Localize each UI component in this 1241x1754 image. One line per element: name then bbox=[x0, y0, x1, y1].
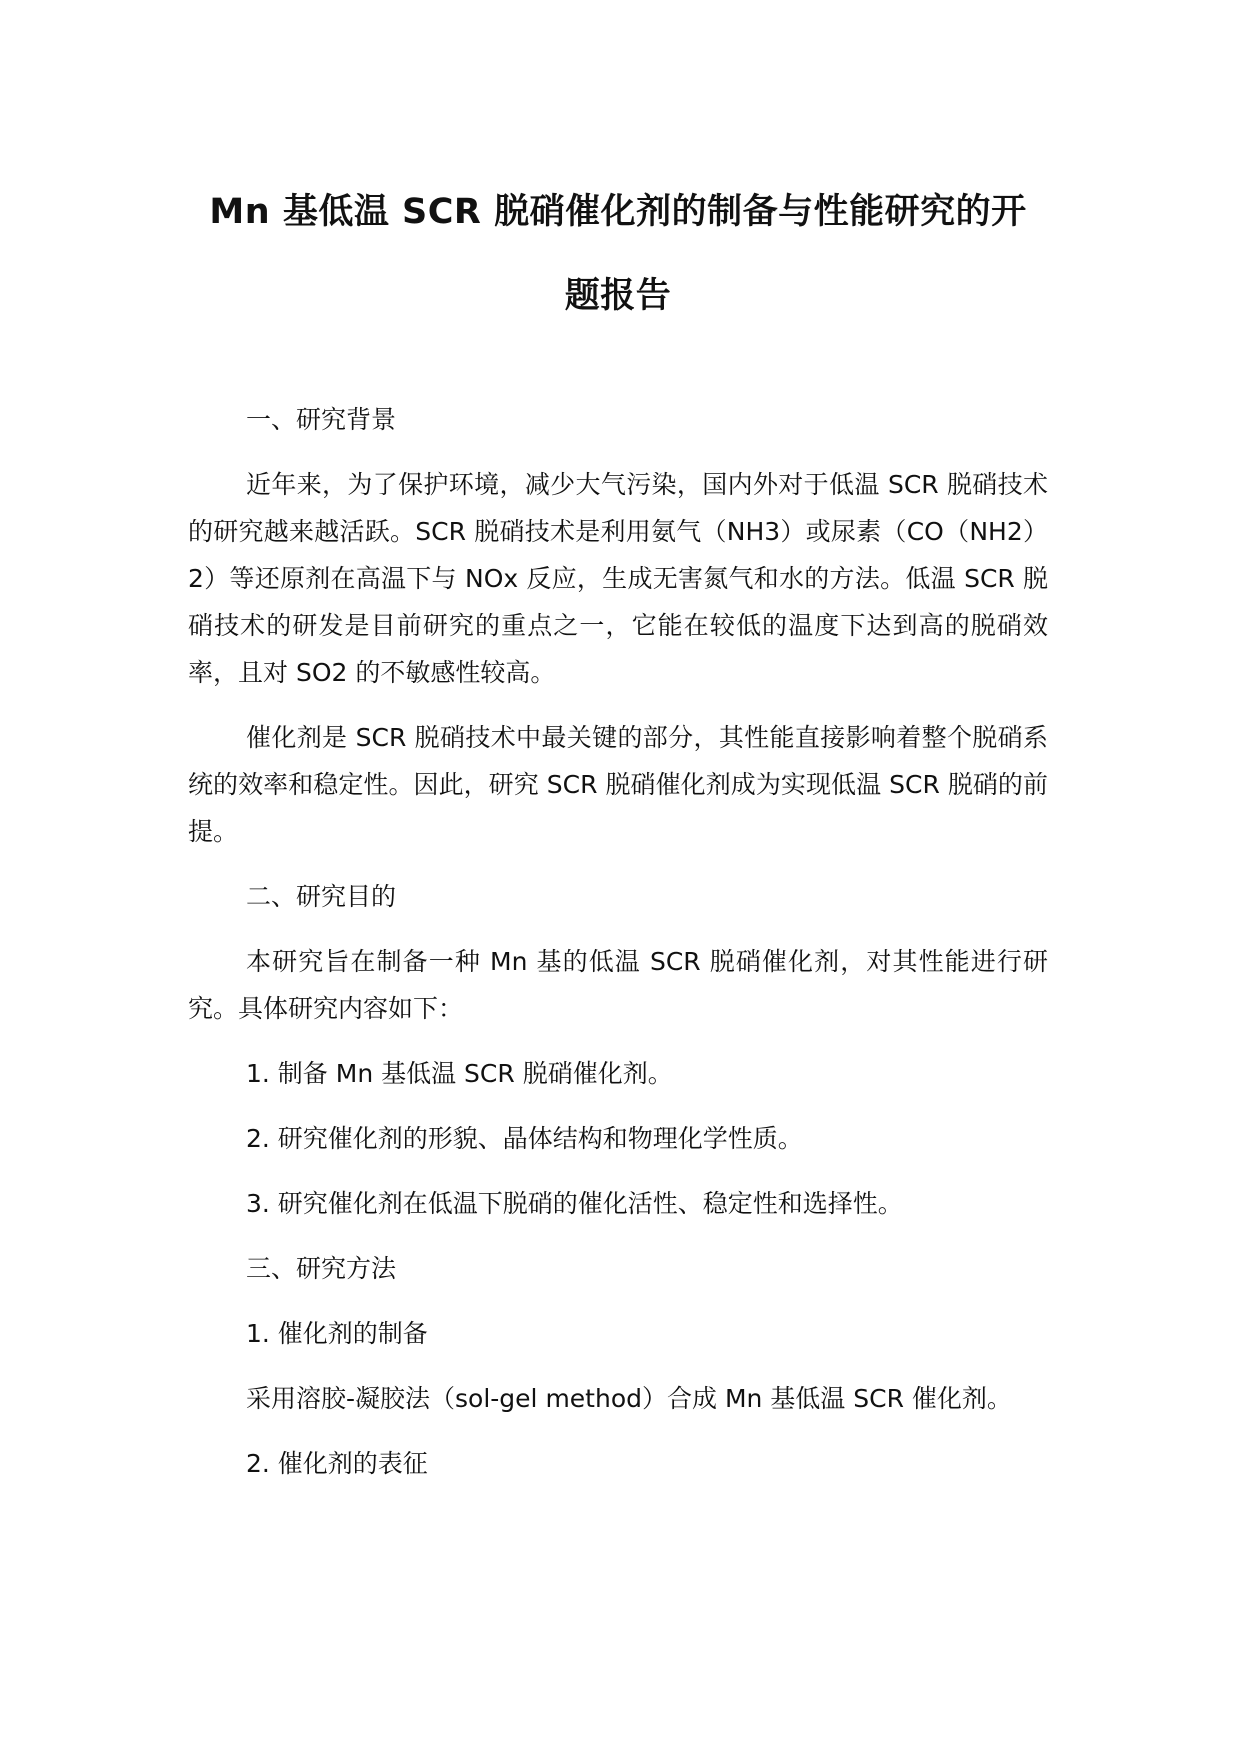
purpose-list-item-2: 2. 研究催化剂的形貌、晶体结构和物理化学性质。 bbox=[246, 1124, 803, 1153]
document-page bbox=[188, 170, 1048, 1505]
section-heading-background: 一、研究背景 bbox=[246, 405, 397, 434]
purpose-list-item-1: 1. 制备 Mn 基低温 SCR 脱硝催化剂。 bbox=[246, 1059, 673, 1088]
methods-subheading-2: 2. 催化剂的表征 bbox=[246, 1449, 428, 1478]
title-line-1: Mn 基低温 SCR 脱硝催化剂的制备与性能研究的开 bbox=[209, 192, 1027, 232]
background-paragraph-2: 催化剂是 SCR 脱硝技术中最关键的部分，其性能直接影响着整个脱硝系统的效率和稳定性。因此，研究 SCR 脱硝催化剂成为实现低温 SCR 脱硝的前提。 bbox=[188, 723, 1048, 846]
purpose-list-item-3: 3. 研究催化剂在低温下脱硝的催化活性、稳定性和选择性。 bbox=[246, 1189, 903, 1218]
document-title bbox=[188, 170, 1048, 338]
purpose-paragraph: 本研究旨在制备一种 Mn 基的低温 SCR 脱硝催化剂，对其性能进行研究。具体研究内容如下： bbox=[188, 947, 1048, 1023]
section-heading-purpose: 二、研究目的 bbox=[246, 882, 397, 911]
methods-text-1: 采用溶胶-凝胶法（sol-gel method）合成 Mn 基低温 SCR 催化剂。 bbox=[246, 1384, 1012, 1413]
section-heading-methods: 三、研究方法 bbox=[246, 1254, 397, 1283]
background-paragraph-1: 近年来，为了保护环境，减少大气污染，国内外对于低温 SCR 脱硝技术的研究越来越活跃。SCR 脱硝技术是利用氨气（NH3）或尿素（CO（NH2）2）等还原剂在高温下与 NOx 反应，生成无害氮气和水的方法。低温 SCR 脱硝技术的研发是目前研究的重点之一，它能在较低的温度下达到高的脱硝效率，且对 SO2 的不敏感性较高。 bbox=[188, 470, 1048, 687]
title-line-2: 题报告 bbox=[564, 276, 672, 316]
methods-subheading-1: 1. 催化剂的制备 bbox=[246, 1319, 428, 1348]
document-body bbox=[188, 396, 1048, 1487]
